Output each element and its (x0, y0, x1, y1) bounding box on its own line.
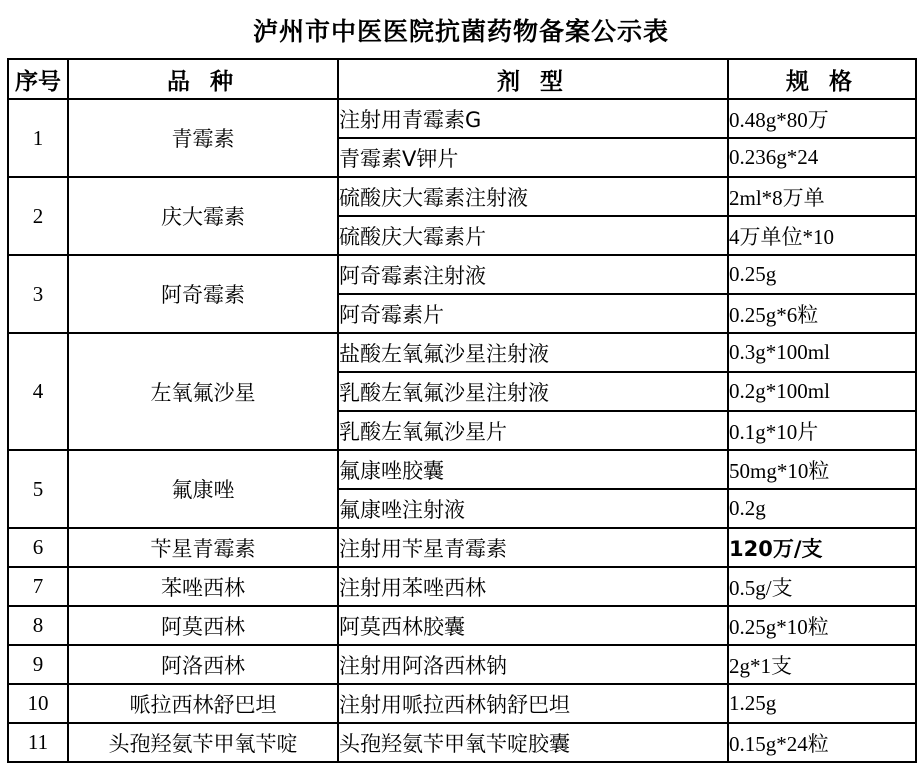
cell-specification: 0.3g*100ml (728, 333, 916, 372)
cell-no: 5 (8, 450, 68, 528)
cell-variety: 青霉素 (68, 99, 338, 177)
cell-specification: 50mg*10粒 (728, 450, 916, 489)
cell-variety: 阿奇霉素 (68, 255, 338, 333)
antibiotic-filing-table (7, 58, 917, 763)
cell-dosage-form: 头孢羟氨苄甲氧苄啶胶囊 (338, 723, 728, 762)
cell-dosage-form: 氟康唑胶囊 (338, 450, 728, 489)
cell-variety: 阿洛西林 (68, 645, 338, 684)
cell-specification: 4万单位*10 (728, 216, 916, 255)
table-row (8, 450, 916, 489)
cell-variety: 苄星青霉素 (68, 528, 338, 567)
table-row (8, 684, 916, 723)
table-row (8, 645, 916, 684)
cell-specification: 2g*1支 (728, 645, 916, 684)
cell-no: 3 (8, 255, 68, 333)
cell-specification: 0.15g*24粒 (728, 723, 916, 762)
cell-dosage-form: 乳酸左氧氟沙星注射液 (338, 372, 728, 411)
table-body (8, 99, 916, 762)
table-row (8, 723, 916, 762)
table-row (8, 177, 916, 216)
cell-dosage-form: 硫酸庆大霉素片 (338, 216, 728, 255)
cell-variety: 哌拉西林舒巴坦 (68, 684, 338, 723)
cell-dosage-form: 阿奇霉素片 (338, 294, 728, 333)
column-header-dosage-form: 剂 型 (338, 59, 728, 99)
cell-specification: 0.25g*6粒 (728, 294, 916, 333)
cell-dosage-form: 阿奇霉素注射液 (338, 255, 728, 294)
cell-dosage-form: 阿莫西林胶囊 (338, 606, 728, 645)
cell-dosage-form: 青霉素V钾片 (338, 138, 728, 177)
table-row (8, 567, 916, 606)
cell-specification: 0.5g/支 (728, 567, 916, 606)
cell-no: 2 (8, 177, 68, 255)
cell-no: 4 (8, 333, 68, 450)
cell-dosage-form: 注射用哌拉西林钠舒巴坦 (338, 684, 728, 723)
cell-specification: 0.2g (728, 489, 916, 528)
table-row (8, 333, 916, 372)
cell-specification: 0.2g*100ml (728, 372, 916, 411)
cell-specification: 0.1g*10片 (728, 411, 916, 450)
column-header-variety: 品 种 (68, 59, 338, 99)
cell-specification: 0.48g*80万 (728, 99, 916, 138)
cell-specification: 0.236g*24 (728, 138, 916, 177)
cell-dosage-form: 盐酸左氧氟沙星注射液 (338, 333, 728, 372)
cell-dosage-form: 注射用苯唑西林 (338, 567, 728, 606)
cell-specification: 120万/支 (728, 528, 916, 567)
cell-dosage-form: 注射用阿洛西林钠 (338, 645, 728, 684)
cell-specification: 0.25g (728, 255, 916, 294)
cell-variety: 左氧氟沙星 (68, 333, 338, 450)
cell-dosage-form: 硫酸庆大霉素注射液 (338, 177, 728, 216)
cell-dosage-form: 注射用青霉素G (338, 99, 728, 138)
cell-variety: 头孢羟氨苄甲氧苄啶 (68, 723, 338, 762)
cell-no: 9 (8, 645, 68, 684)
cell-variety: 阿莫西林 (68, 606, 338, 645)
page-title: 泸州市中医医院抗菌药物备案公示表 (252, 17, 669, 46)
cell-no: 11 (8, 723, 68, 762)
cell-variety: 氟康唑 (68, 450, 338, 528)
table-row (8, 99, 916, 138)
column-header-specification: 规 格 (728, 59, 916, 99)
cell-specification: 0.25g*10粒 (728, 606, 916, 645)
cell-specification: 1.25g (728, 684, 916, 723)
cell-specification: 2ml*8万单 (728, 177, 916, 216)
cell-no: 8 (8, 606, 68, 645)
column-header-no: 序号 (8, 59, 68, 99)
cell-no: 1 (8, 99, 68, 177)
cell-dosage-form: 氟康唑注射液 (338, 489, 728, 528)
cell-no: 7 (8, 567, 68, 606)
cell-variety: 苯唑西林 (68, 567, 338, 606)
table-row (8, 606, 916, 645)
cell-variety: 庆大霉素 (68, 177, 338, 255)
table-row (8, 528, 916, 567)
cell-dosage-form: 注射用苄星青霉素 (338, 528, 728, 567)
table-row (8, 255, 916, 294)
cell-no: 10 (8, 684, 68, 723)
table-header (8, 59, 916, 99)
cell-no: 6 (8, 528, 68, 567)
cell-dosage-form: 乳酸左氧氟沙星片 (338, 411, 728, 450)
